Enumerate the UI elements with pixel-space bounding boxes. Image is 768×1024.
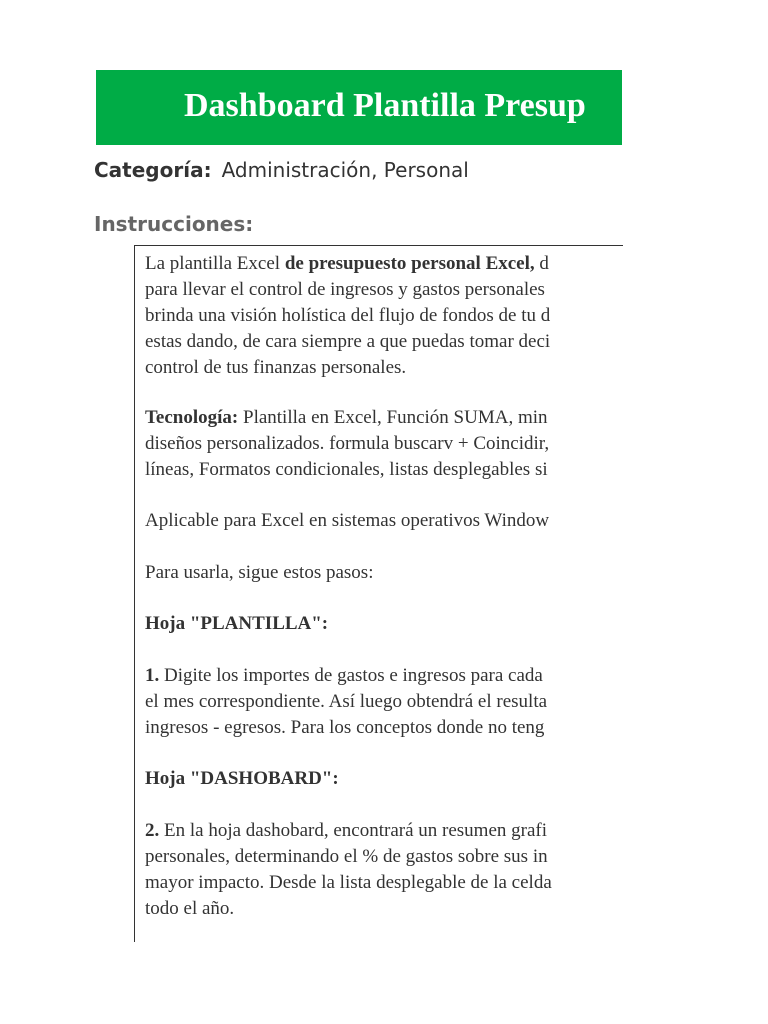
sheet-plantilla-heading: Hoja "PLANTILLA": bbox=[145, 613, 329, 634]
step2-line-1: 2. En la hoja dashobard, encontrará un resumen grafi bbox=[145, 820, 548, 841]
page-title: Dashboard Plantilla Presup bbox=[184, 87, 586, 124]
instructions-heading: Instrucciones: bbox=[94, 212, 254, 236]
category-label: Categoría: bbox=[94, 158, 212, 182]
title-banner bbox=[96, 70, 622, 145]
steps-intro-line: Para usarla, sigue estos pasos: bbox=[145, 562, 374, 583]
step1-line-3: ingresos - egresos. Para los conceptos donde no teng bbox=[145, 717, 545, 738]
step2-line-4: todo el año. bbox=[145, 898, 235, 919]
instructions-box bbox=[134, 245, 623, 942]
sheet-dashboard-heading: Hoja "DASHOBARD": bbox=[145, 768, 339, 789]
intro-line-1: La plantilla Excel de presupuesto personal Excel, d bbox=[145, 253, 549, 274]
technology-label: Tecnología: bbox=[145, 407, 239, 428]
category-row bbox=[94, 155, 469, 185]
intro-line-4: estas dando, de cara siempre a que puedas tomar deci bbox=[145, 331, 551, 352]
intro-line-5: control de tus finanzas personales. bbox=[145, 357, 407, 378]
technology-line-2: diseños personalizados. formula buscarv + Coincidir, bbox=[145, 433, 550, 454]
intro-line-3: brinda una visión holística del flujo de fondos de tu d bbox=[145, 305, 551, 326]
step1-line-1: 1. Digite los importes de gastos e ingresos para cada bbox=[145, 665, 543, 686]
step2-line-3: mayor impacto. Desde la lista desplegable de la celda bbox=[145, 872, 552, 893]
step2-number: 2. bbox=[145, 820, 160, 841]
applicable-line: Aplicable para Excel en sistemas operativos Window bbox=[145, 510, 550, 531]
category-value: Administración, Personal bbox=[221, 158, 469, 182]
step1-number: 1. bbox=[145, 665, 160, 686]
technology-line-3: líneas, Formatos condicionales, listas desplegables si bbox=[145, 459, 548, 480]
technology-line-1: Tecnología: Plantilla en Excel, Función SUMA, min bbox=[145, 407, 548, 428]
intro-bold-text: de presupuesto personal Excel, bbox=[284, 253, 535, 274]
step2-line-2: personales, determinando el % de gastos sobre sus in bbox=[145, 846, 548, 867]
step1-line-2: el mes correspondiente. Así luego obtendrá el resulta bbox=[145, 691, 548, 712]
intro-line-2: para llevar el control de ingresos y gastos personales bbox=[145, 279, 545, 300]
